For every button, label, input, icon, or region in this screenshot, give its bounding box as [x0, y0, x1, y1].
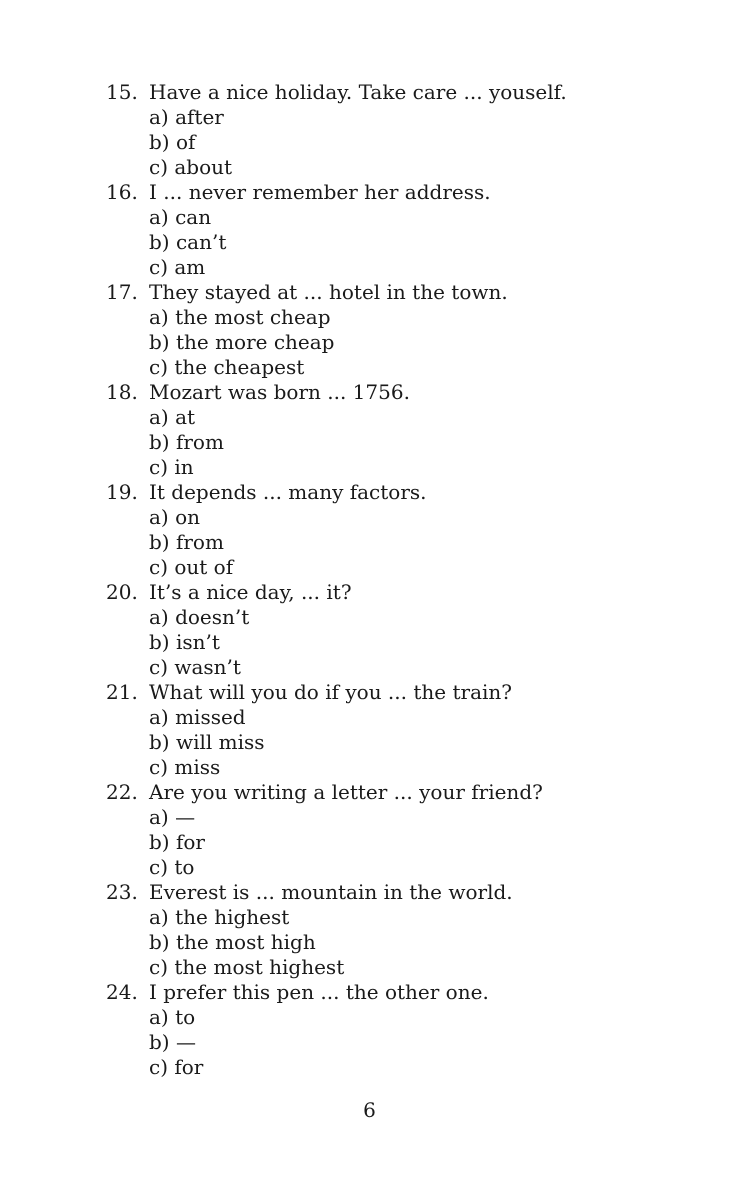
option-b: b) isn’t [149, 630, 220, 654]
question-line [106, 380, 706, 405]
question-text: Mozart was born ... 1756. [149, 380, 410, 404]
option-a: a) the highest [149, 905, 290, 929]
question-20 [106, 580, 706, 680]
option-a: a) can [149, 205, 212, 229]
option-c: c) the cheapest [149, 355, 305, 379]
question-18 [106, 380, 706, 480]
question-number: 24. [106, 980, 138, 1004]
option-b: b) from [149, 430, 224, 454]
question-line [106, 180, 706, 205]
option-c: c) out of [149, 555, 234, 579]
question-text: I ... never remember her address. [149, 180, 491, 204]
option-c: c) to [149, 855, 195, 879]
option-b: b) — [149, 1030, 196, 1054]
question-text: They stayed at ... hotel in the town. [149, 280, 508, 304]
question-line [106, 980, 706, 1005]
question-number: 16. [106, 180, 138, 204]
question-text: What will you do if you ... the train? [149, 680, 512, 704]
question-list [106, 80, 706, 1080]
question-number: 15. [106, 80, 138, 104]
option-a: a) doesn’t [149, 605, 250, 629]
question-17 [106, 280, 706, 380]
question-text: It’s a nice day, ... it? [149, 580, 352, 604]
question-number: 19. [106, 480, 138, 504]
page-number: 6 [363, 1098, 376, 1122]
option-a: a) to [149, 1005, 196, 1029]
question-number: 23. [106, 880, 138, 904]
question-line [106, 680, 706, 705]
question-21 [106, 680, 706, 780]
option-a: a) at [149, 405, 196, 429]
question-text: Have a nice holiday. Take care ... youself. [149, 80, 567, 104]
option-c: c) about [149, 155, 233, 179]
option-c: c) for [149, 1055, 204, 1079]
option-a: a) — [149, 805, 196, 829]
question-line [106, 280, 706, 305]
question-19 [106, 480, 706, 580]
option-c: c) wasn’t [149, 655, 241, 679]
question-number: 17. [106, 280, 138, 304]
question-number: 20. [106, 580, 138, 604]
option-c: c) am [149, 255, 206, 279]
question-line [106, 880, 706, 905]
question-number: 21. [106, 680, 138, 704]
question-22 [106, 780, 706, 880]
question-text: Everest is ... mountain in the world. [149, 880, 513, 904]
option-a: a) the most cheap [149, 305, 331, 329]
option-b: b) the most high [149, 930, 316, 954]
question-line [106, 580, 706, 605]
option-b: b) from [149, 530, 224, 554]
question-text: I prefer this pen ... the other one. [149, 980, 489, 1004]
option-b: b) for [149, 830, 205, 854]
option-b: b) will miss [149, 730, 265, 754]
option-a: a) missed [149, 705, 246, 729]
question-text: Are you writing a letter ... your friend? [149, 780, 543, 804]
question-line [106, 780, 706, 805]
option-b: b) the more cheap [149, 330, 335, 354]
option-b: b) of [149, 130, 196, 154]
option-c: c) in [149, 455, 194, 479]
option-a: a) on [149, 505, 201, 529]
question-23 [106, 880, 706, 980]
question-number: 18. [106, 380, 138, 404]
question-text: It depends ... many factors. [149, 480, 427, 504]
option-c: c) miss [149, 755, 221, 779]
question-16 [106, 180, 706, 280]
option-b: b) can’t [149, 230, 227, 254]
option-c: c) the most highest [149, 955, 345, 979]
question-line [106, 480, 706, 505]
question-24 [106, 980, 706, 1080]
option-a: a) after [149, 105, 224, 129]
question-15 [106, 80, 706, 180]
question-line [106, 80, 706, 105]
question-number: 22. [106, 780, 138, 804]
